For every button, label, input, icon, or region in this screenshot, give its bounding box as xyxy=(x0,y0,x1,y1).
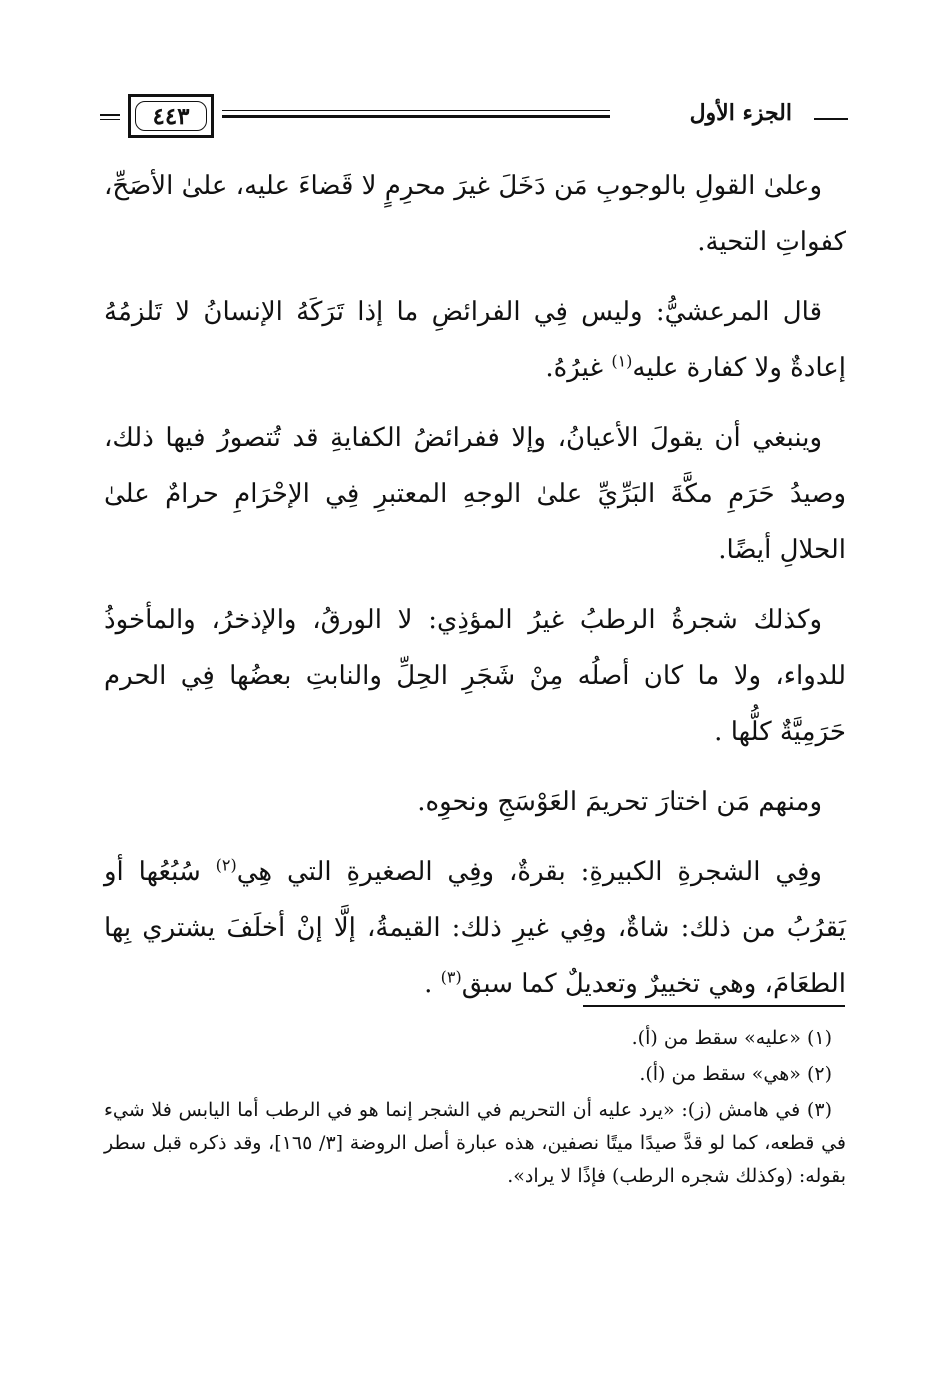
header-rule-thin xyxy=(222,110,610,111)
footnote-separator xyxy=(583,1005,845,1007)
footnote-ref-3: (٣) xyxy=(440,967,462,987)
footnote-1: (١) «عليه» سقط من (أ). xyxy=(631,1027,832,1049)
page-header xyxy=(100,94,848,140)
page-number: ٤٤٣ xyxy=(135,101,207,131)
paragraph-2-text-end: غيرُهُ. xyxy=(545,353,612,383)
footnote-3: (٣) في هامش (ز): «يرد عليه أن التحريم في الشجر إنما هو في الرطب أما اليابس فلا شيء في قطعه، كما لو قدَّ صيدًا ميتًا نصفين، هذه عبارة أصل الروضة [٣/ ١٦٥]، وقد ذكره قبل سطر بقوله: (وكذلك شجره الرطب) فإذًا لا يراد». xyxy=(104,1099,846,1187)
running-title: الجزء الأول xyxy=(689,100,792,126)
header-rule-thick xyxy=(222,115,610,118)
footnote-ref-1: (١) xyxy=(611,351,633,371)
paragraph-4: وكذلك شجرةُ الرطبُ غيرُ المؤذِي: لا الورقُ، والإذخرُ، والمأخوذُ للدواء، ولا ما كان أصلُه مِنْ شَجَرِ الحِلِّ والنابتِ بعضُها فِي الحرم حَرَمِيَّةٌ كلُّها . xyxy=(104,605,846,747)
paragraph-6-text-3: . xyxy=(424,969,441,999)
paragraph-3: وينبغي أن يقولَ الأعيانُ، وإلا ففرائضُ الكفايةِ قد تُتصورُ فيها ذلك، وصيدُ حَرَمِ مكَّةَ البَرِّيِّ علىٰ الوجهِ المعتبرِ فِي الإحْرَامِ حرامٌ علىٰ الحلالِ أيضًا. xyxy=(104,423,846,565)
header-rule-right-short xyxy=(814,118,848,120)
main-text xyxy=(104,158,846,1026)
page-number-box xyxy=(128,94,214,138)
paragraph-6 xyxy=(104,844,846,1012)
paragraph-6-text-2: سُبُعُها أو يَقرُبُ من ذلك: شاةٌ، وفِي غيرِ ذلك: القيمةُ، إلَّا إنْ أخلَفَ يشتري بِها الطعَامَ، وهي تخييرٌ وتعديلٌ كما سبق xyxy=(104,857,846,999)
paragraph-6-text-1: وفِي الشجرةِ الكبيرةِ: بقرةٌ، وفِي الصغيرةِ التي هِي xyxy=(236,857,822,887)
paragraph-2-text: قال المرعشيُّ: وليس فِي الفرائضِ ما إذا تَرَكَهُ الإنسانُ لا تَلزمُهُ إعادةٌ ولا كفارة عليه xyxy=(104,297,846,383)
header-rule-left-short xyxy=(100,114,120,116)
footnotes xyxy=(104,1022,846,1196)
footnote-2: (٢) «هي» سقط من (أ). xyxy=(639,1063,832,1085)
header-rule-left-short-lower xyxy=(100,119,120,120)
paragraph-2 xyxy=(104,284,846,396)
footnote-ref-2: (٢) xyxy=(215,855,237,875)
paragraph-1: وعلىٰ القولِ بالوجوبِ مَن دَخَلَ غيرَ محرِمٍ لا قَضاءَ عليه، علىٰ الأصَحِّ، كفواتِ التحية. xyxy=(104,171,846,257)
paragraph-5: ومنهم مَن اختارَ تحريمَ العَوْسَجِ ونحوِه. xyxy=(417,787,822,817)
